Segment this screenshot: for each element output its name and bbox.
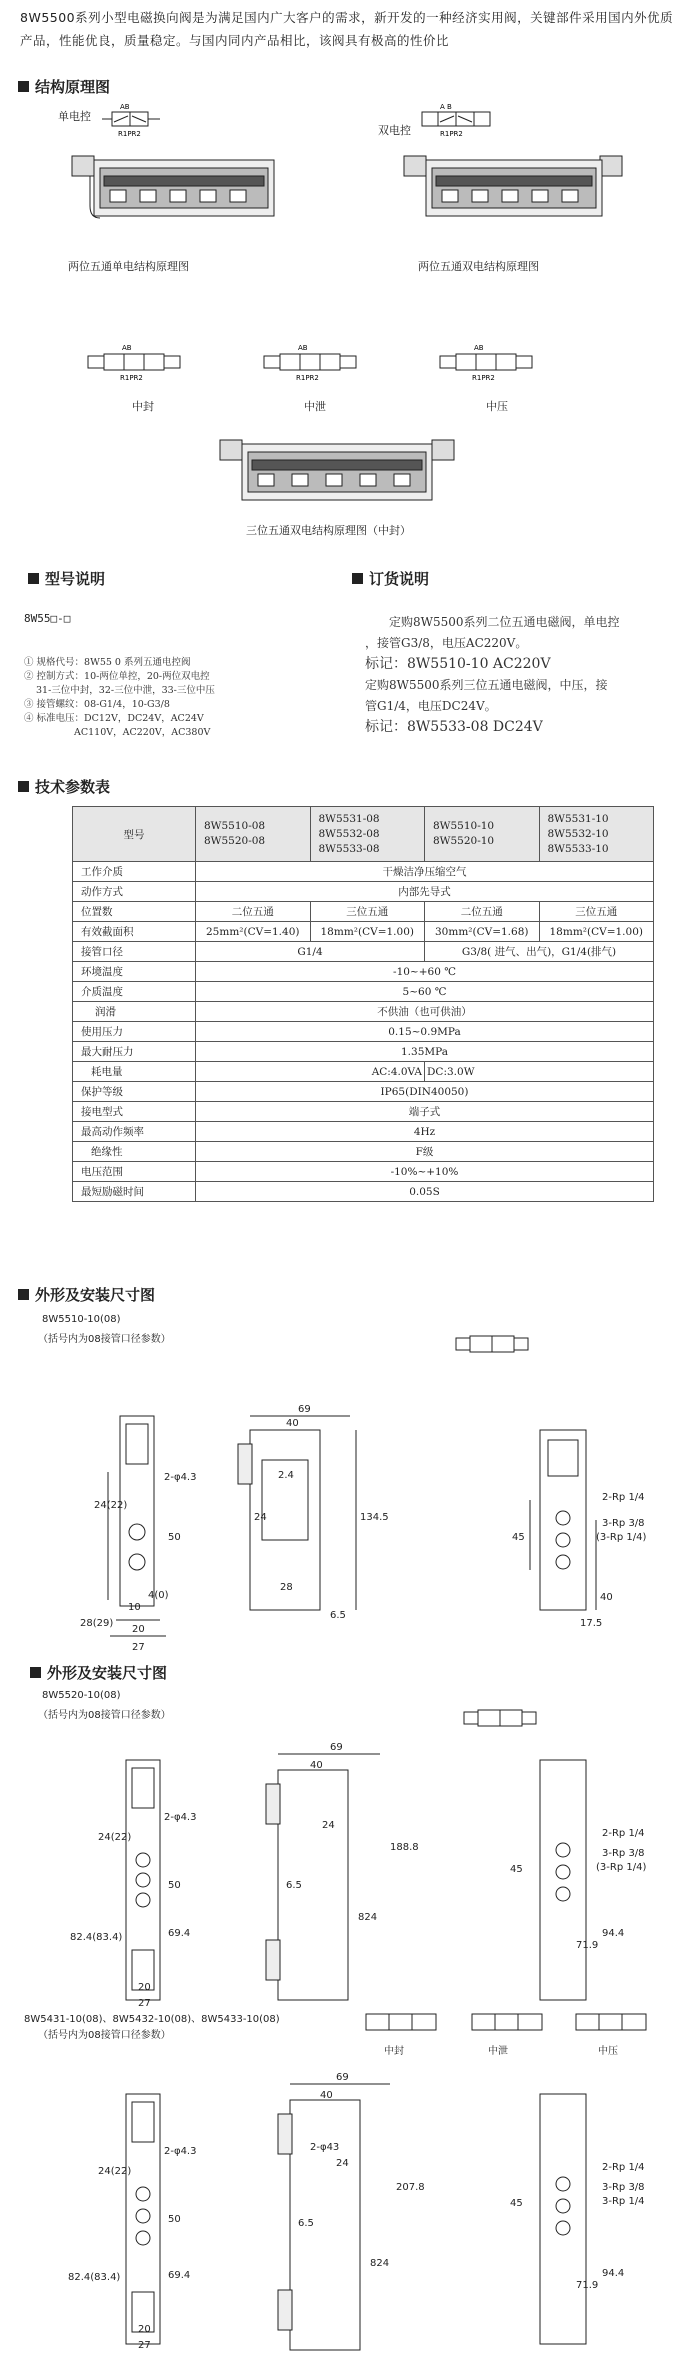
header-col2: 8W5531-08 8W5532-08 8W5533-08 — [310, 807, 425, 862]
order-mark: 标记：8W5533-08 DC24V — [365, 719, 543, 735]
dims3-sym1: 中封 — [384, 2046, 404, 2057]
table-row: 润滑 不供油（也可供油） — [73, 1002, 654, 1022]
svg-text:69.4: 69.4 — [168, 2270, 191, 2281]
svg-text:AB: AB — [474, 344, 484, 352]
svg-text:71.9: 71.9 — [576, 1940, 599, 1951]
table-row: 有效截面积 25mm²(CV=1.40) 18mm²(CV=1.00) 30mm²(CV=1.68) 18mm²(CV=1.00) — [73, 922, 654, 942]
caption-single: 两位五通单电结构原理图 — [68, 260, 189, 273]
svg-text:27: 27 — [138, 1998, 151, 2009]
dims2-drawings — [40, 1740, 700, 2010]
svg-text:3-Rp 1/4: 3-Rp 1/4 — [602, 2196, 645, 2207]
table-row: 接电型式 端子式 — [73, 1102, 654, 1122]
table-row: 环境温度 -10~+60 ℃ — [73, 962, 654, 982]
svg-text:R1PR2: R1PR2 — [118, 130, 141, 138]
model-item: ② 控制方式：10-两位单控，20-两位双电控 — [24, 671, 210, 682]
dims1-drawings — [40, 1400, 700, 1660]
table-row: 保护等级 IP65(DIN40050) — [73, 1082, 654, 1102]
svg-text:82.4(83.4): 82.4(83.4) — [68, 2272, 121, 2283]
svg-text:28: 28 — [280, 1582, 293, 1593]
svg-text:40: 40 — [286, 1418, 299, 1429]
svg-text:71.9: 71.9 — [576, 2280, 599, 2291]
svg-text:R1PR2: R1PR2 — [472, 374, 495, 382]
svg-text:27: 27 — [138, 2340, 151, 2351]
svg-text:40: 40 — [600, 1592, 613, 1603]
section-structure-heading: 结构原理图 — [18, 76, 110, 97]
table-row: 工作介质 干燥洁净压缩空气 — [73, 862, 654, 882]
svg-text:R1PR2: R1PR2 — [440, 130, 463, 138]
dims3-drawings — [40, 2070, 700, 2360]
svg-text:45: 45 — [510, 2198, 523, 2209]
svg-text:(3-Rp 1/4): (3-Rp 1/4) — [596, 1532, 647, 1543]
three-position-diagram — [212, 420, 462, 520]
intro-text: 8W5500系列小型电磁换向阀是为满足国内广大客户的需求，新开发的一种经济实用阀，关键部件采用国内外优质产品，性能优良，质量稳定。与国内同内产品相比，该阀具有极高的性价比 — [20, 10, 674, 48]
table-row: 绝缘性 F级 — [73, 1142, 654, 1162]
svg-text:AB: AB — [120, 103, 130, 111]
svg-text:6.5: 6.5 — [298, 2218, 314, 2229]
label-center-exhaust: 中泄 — [304, 400, 326, 413]
svg-text:24(22): 24(22) — [98, 1832, 132, 1843]
svg-text:2-φ4.3: 2-φ4.3 — [164, 1472, 197, 1483]
svg-text:24: 24 — [254, 1512, 267, 1523]
svg-text:3-Rp 3/8: 3-Rp 3/8 — [602, 1518, 645, 1529]
bullet-square-icon — [18, 781, 29, 792]
model-item: ① 规格代号：8W55 0 系列五通电控阀 — [24, 657, 191, 668]
dims3-note: （括号内为08接管口径参数） — [38, 2030, 171, 2041]
svg-text:(3-Rp 1/4): (3-Rp 1/4) — [596, 1862, 647, 1873]
model-code: 8W55□-□ — [24, 612, 71, 625]
order-line: 定购8W5500系列三位五通电磁阀，中压，接 — [365, 678, 608, 692]
model-item: 31-三位中封，32-三位中泄，33-三位中压 — [36, 685, 215, 696]
label-center-closed: 中封 — [132, 400, 154, 413]
model-item: ③ 接管螺纹：08-G1/4，10-G3/8 — [24, 699, 170, 710]
svg-text:45: 45 — [510, 1864, 523, 1875]
svg-text:20: 20 — [138, 2324, 151, 2335]
dims1-symbol — [452, 1326, 544, 1362]
caption-three-position: 三位五通双电结构原理图（中封） — [246, 524, 411, 537]
svg-text:24: 24 — [322, 1820, 335, 1831]
section-model-heading: 型号说明 — [28, 568, 105, 589]
bullet-square-icon — [30, 1667, 41, 1678]
label-center-pressure: 中压 — [486, 400, 508, 413]
table-row: 接管口径 G1/4 G3/8( 进气、出气)，G1/4(排气) — [73, 942, 654, 962]
svg-text:3-Rp 3/8: 3-Rp 3/8 — [602, 1848, 645, 1859]
svg-text:28(29): 28(29) — [80, 1618, 114, 1629]
double-solenoid-diagram — [400, 98, 640, 258]
svg-text:69.4: 69.4 — [168, 1928, 191, 1939]
model-item: AC110V，AC220V，AC380V — [74, 727, 211, 738]
order-line: ，接管G3/8，电压AC220V。 — [365, 636, 528, 650]
dims2-symbol — [460, 1700, 552, 1736]
svg-text:R1PR2: R1PR2 — [120, 374, 143, 382]
svg-text:69: 69 — [336, 2072, 349, 2083]
symbol-center-pressure — [432, 340, 552, 384]
header-col1: 8W5510-08 8W5520-08 — [196, 807, 311, 862]
order-mark: 标记：8W5510-10 AC220V — [365, 656, 551, 672]
svg-text:2-φ43: 2-φ43 — [310, 2142, 340, 2153]
dims3-model: 8W5431-10(08)、8W5432-10(08)、8W5433-10(08) — [24, 2014, 280, 2025]
svg-text:2-Rp 1/4: 2-Rp 1/4 — [602, 2162, 645, 2173]
svg-text:40: 40 — [320, 2090, 333, 2101]
svg-text:10: 10 — [128, 1602, 141, 1613]
svg-text:40: 40 — [310, 1760, 323, 1771]
svg-text:824: 824 — [358, 1912, 378, 1923]
table-row: 电压范围 -10%~+10% — [73, 1162, 654, 1182]
svg-text:94.4: 94.4 — [602, 1928, 625, 1939]
table-row: 最大耐压力 1.35MPa — [73, 1042, 654, 1062]
svg-text:4(0): 4(0) — [148, 1590, 169, 1601]
table-row: 使用压力 0.15~0.9MPa — [73, 1022, 654, 1042]
order-line: 管G1/4，电压DC24V。 — [365, 699, 497, 713]
double-control-label: 双电控 — [378, 124, 411, 137]
svg-text:2-φ4.3: 2-φ4.3 — [164, 1812, 197, 1823]
symbol-center-exhaust — [256, 340, 376, 384]
svg-text:2-Rp 1/4: 2-Rp 1/4 — [602, 1492, 645, 1503]
svg-text:69: 69 — [298, 1404, 311, 1415]
table-row: 动作方式 内部先导式 — [73, 882, 654, 902]
bullet-square-icon — [352, 573, 363, 584]
svg-text:3-Rp 3/8: 3-Rp 3/8 — [602, 2182, 645, 2193]
bullet-square-icon — [28, 573, 39, 584]
svg-text:82.4(83.4): 82.4(83.4) — [70, 1932, 123, 1943]
dims1-model: 8W5510-10(08) — [42, 1314, 121, 1325]
section-dims2-heading: 外形及安装尺寸图 — [30, 1662, 167, 1683]
header-col3: 8W5510-10 8W5520-10 — [425, 807, 540, 862]
svg-text:20: 20 — [132, 1624, 145, 1635]
svg-text:R1PR2: R1PR2 — [296, 374, 319, 382]
dims2-note: （括号内为08接管口径参数） — [38, 1710, 171, 1721]
dims2-model: 8W5520-10(08) — [42, 1690, 121, 1701]
section-tech-heading: 技术参数表 — [18, 776, 110, 797]
svg-text:AB: AB — [122, 344, 132, 352]
model-item: ④ 标准电压：DC12V，DC24V，AC24V — [24, 713, 204, 724]
svg-text:24: 24 — [336, 2158, 349, 2169]
svg-text:2-φ4.3: 2-φ4.3 — [164, 2146, 197, 2157]
dims3-symbols — [360, 2004, 660, 2040]
svg-text:207.8: 207.8 — [396, 2182, 425, 2193]
single-control-label: 单电控 — [58, 110, 91, 123]
svg-text:24(22): 24(22) — [98, 2166, 132, 2177]
model-list — [24, 656, 215, 740]
dims3-sym2: 中泄 — [488, 2046, 508, 2057]
svg-text:27: 27 — [132, 1642, 145, 1653]
bullet-square-icon — [18, 81, 29, 92]
svg-text:50: 50 — [168, 2214, 181, 2225]
svg-text:50: 50 — [168, 1880, 181, 1891]
svg-text:2.4: 2.4 — [278, 1470, 294, 1481]
table-row: 最高动作频率 4Hz — [73, 1122, 654, 1142]
svg-text:6.5: 6.5 — [286, 1880, 302, 1891]
section-dims1-heading: 外形及安装尺寸图 — [18, 1284, 155, 1305]
svg-text:188.8: 188.8 — [390, 1842, 419, 1853]
symbol-center-closed — [80, 340, 200, 384]
svg-text:2-Rp 1/4: 2-Rp 1/4 — [602, 1828, 645, 1839]
svg-text:50: 50 — [168, 1532, 181, 1543]
table-row: 耗电量 AC:4.0VA DC:3.0W — [73, 1062, 654, 1082]
order-line: 定购8W5500系列二位五通电磁阀，单电控 — [389, 615, 620, 629]
header-model: 型号 — [73, 807, 196, 862]
header-col4: 8W5531-10 8W5532-10 8W5533-10 — [539, 807, 654, 862]
svg-text:6.5: 6.5 — [330, 1610, 346, 1621]
caption-double: 两位五通双电结构原理图 — [418, 260, 539, 273]
svg-text:134.5: 134.5 — [360, 1512, 389, 1523]
section-order-heading: 订货说明 — [352, 568, 429, 589]
svg-text:AB: AB — [298, 344, 308, 352]
dims1-note: （括号内为08接管口径参数） — [38, 1334, 171, 1345]
order-text — [365, 612, 685, 738]
svg-text:69: 69 — [330, 1742, 343, 1753]
bullet-square-icon — [18, 1289, 29, 1300]
svg-text:24(22): 24(22) — [94, 1500, 128, 1511]
table-row: 最短励磁时间 0.05S — [73, 1182, 654, 1202]
table-header-row — [73, 807, 654, 862]
spec-table — [72, 806, 654, 1202]
svg-text:94.4: 94.4 — [602, 2268, 625, 2279]
svg-text:824: 824 — [370, 2258, 390, 2269]
single-solenoid-diagram — [40, 98, 280, 258]
svg-text:45: 45 — [512, 1532, 525, 1543]
svg-text:17.5: 17.5 — [580, 1618, 603, 1629]
svg-text:A B: A B — [440, 103, 452, 111]
dims3-sym3: 中压 — [598, 2046, 618, 2057]
table-row: 位置数 二位五通 三位五通 二位五通 三位五通 — [73, 902, 654, 922]
table-row: 介质温度 5~60 ℃ — [73, 982, 654, 1002]
svg-text:20: 20 — [138, 1982, 151, 1993]
